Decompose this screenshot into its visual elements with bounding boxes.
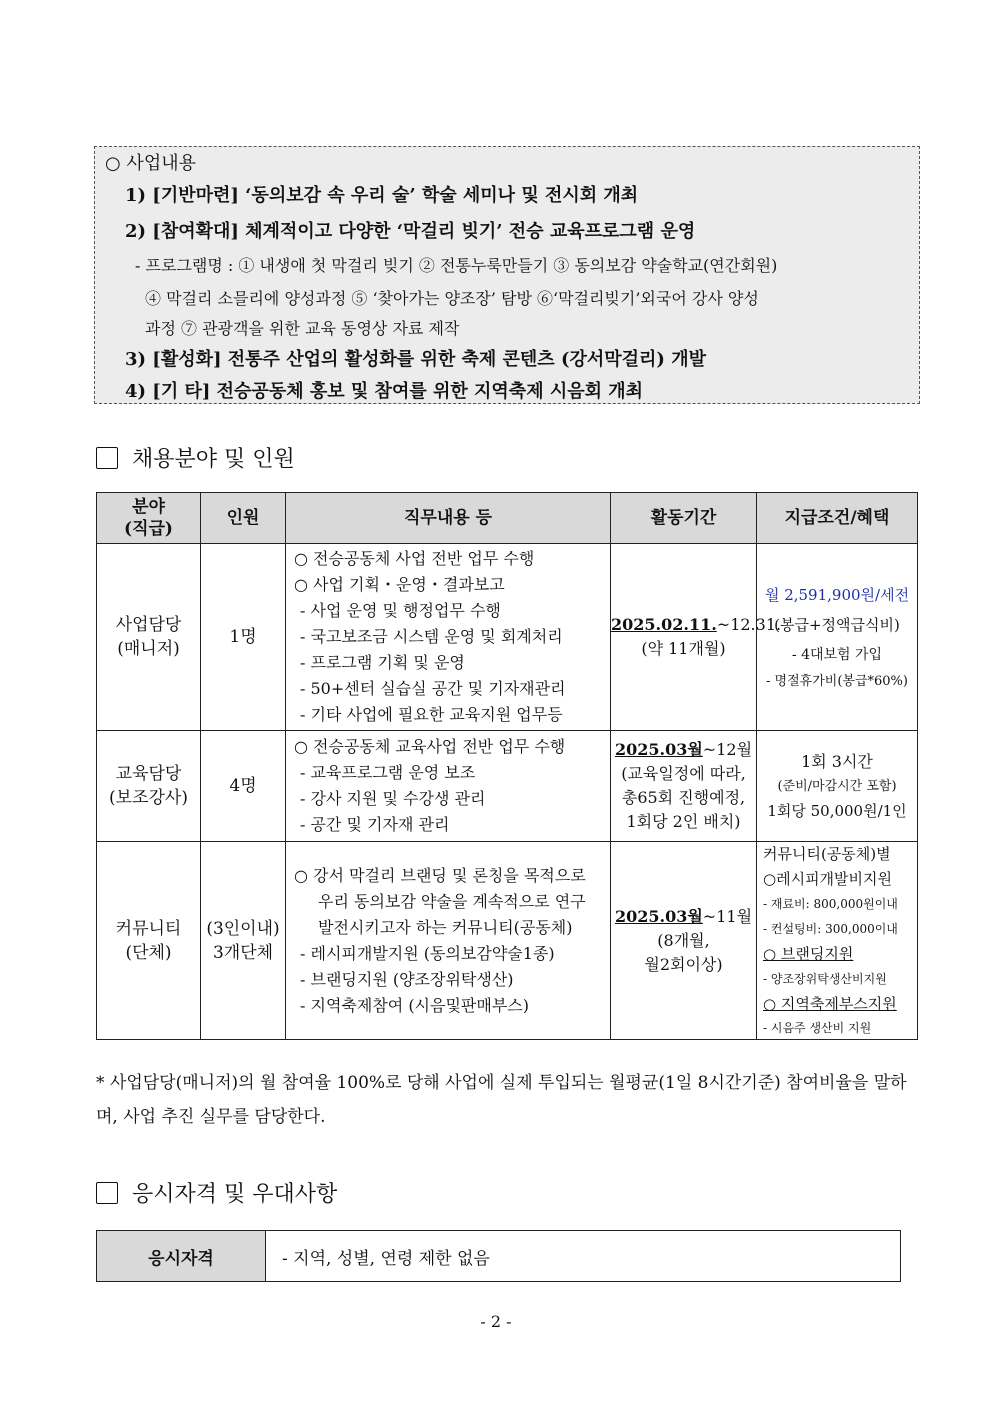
duty-item: ○ 전승공동체 사업 전반 업무 수행 [294, 549, 535, 568]
benefit-line: ○ 지역축제부스지원 [763, 995, 897, 1013]
section-qualification-header [96, 1177, 337, 1208]
duty-item: - 공간 및 기자재 관리 [300, 815, 450, 834]
benefit-line: - 컨설팅비: 300,000이내 [763, 922, 898, 936]
duty-item: - 강사 지원 및 수강생 관리 [300, 789, 486, 808]
duty-item: - 50+센터 실습실 공간 및 기자재관리 [300, 679, 566, 698]
duties-cell [286, 731, 611, 842]
count-cell: 4명 [201, 731, 286, 842]
benefit-line: ○ 브랜딩지원 [763, 945, 854, 963]
benefit-line: - 양조장위탁생산비지원 [763, 972, 887, 986]
period-start: 2025.03월 [614, 906, 703, 926]
business-title: ○ 사업내용 [105, 153, 196, 174]
period-end: ~11월 [702, 906, 753, 926]
duty-item: ○ 사업 기획・운영・결과보고 [294, 575, 505, 594]
duty-item: - 레시피개발지원 (동의보감약술1종) [300, 943, 555, 963]
period-note: (약 11개월) [641, 639, 726, 658]
manager-note: * 사업담당(매니저)의 월 참여율 100%로 당해 사업에 실제 투입되는 월평균(1일 8시간기준) 참여비율을 말하며, 사업 추진 실무를 담당한다. [96, 1073, 907, 1127]
benefit-line: ○레시피개발비지원 [763, 870, 893, 888]
table-header-row [97, 493, 918, 544]
program-line-1: - 프로그램명 : ① 내생애 첫 막걸리 빚기 ② 전통누룩만들기 ③ 동의보감 약술학교(연간회원) [135, 256, 778, 275]
benefit-line: - 명절휴가비(봉급*60%) [766, 674, 908, 689]
benefit-line: - 재료비: 800,000원이내 [763, 897, 898, 911]
duties-cell [286, 544, 611, 731]
period-note: 1회당 2인 배치) [626, 812, 741, 831]
business-item-2: 2) [참여확대] 체계적이고 다양한 ‘막걸리 빚기’ 전승 교육프로그램 운영 [125, 221, 696, 242]
period-cell [611, 731, 757, 842]
section-recruitment-header [96, 442, 295, 473]
period-note: (8개월, [657, 930, 710, 950]
field-cell: 사업담당 (매니저) [97, 544, 201, 731]
duty-item: 발전시키고자 하는 커뮤니티(공동체) [318, 917, 573, 937]
benefit-line: - 시음주 생산비 지원 [763, 1021, 872, 1035]
checkbox-square-icon [96, 447, 118, 469]
qualification-label: 응시자격 [97, 1231, 266, 1282]
business-item-4: 4) [기 타] 전승공동체 홍보 및 참여를 위한 지역축제 시음회 개최 [125, 381, 644, 402]
period-end: ~12월 [702, 740, 753, 759]
header-field: 분야 (직급) [97, 493, 201, 544]
program-line-3: 과정 ⑦ 관광객을 위한 교육 동영상 자료 제작 [145, 319, 460, 338]
period-cell [611, 544, 782, 731]
duty-item: - 프로그램 기획 및 운영 [300, 653, 465, 672]
duty-item: ○ 전승공동체 교육사업 전반 업무 수행 [294, 737, 566, 756]
program-line-2: ④ 막걸리 소믈리에 양성과정 ⑤ ‘찾아가는 양조장’ 탐방 ⑥‘막걸리빚기’외국어 강사 양성 [145, 289, 759, 308]
count-cell: 1명 [201, 544, 286, 731]
benefit-line: 1회 3시간 [801, 752, 873, 771]
period-cell [611, 842, 757, 1040]
benefit-line: - 4대보험 가입 [791, 647, 883, 663]
table-row [97, 544, 918, 731]
duty-item: - 국고보조금 시스템 운영 및 회계처리 [300, 627, 563, 646]
page-number: - 2 - [480, 1312, 512, 1331]
period-start: 2025.03월 [614, 740, 703, 759]
duty-item: 우리 동의보감 약술을 계속적으로 연구 [318, 891, 586, 911]
period-note: 월2회이상) [644, 954, 723, 974]
header-benefit: 지급조건/혜택 [757, 493, 918, 544]
duties-cell [286, 842, 611, 1040]
qualification-value: - 지역, 성별, 연령 제한 없음 [266, 1231, 901, 1282]
benefit-line: (봉급+정액급식비) [774, 616, 900, 634]
duty-item: ○ 강서 막걸리 브랜딩 및 론칭을 목적으로 [294, 865, 586, 885]
business-content-box [94, 146, 920, 404]
duty-item: - 교육프로그램 운영 보조 [300, 763, 476, 782]
duty-item: - 사업 운영 및 행정업무 수행 [300, 601, 501, 620]
header-period: 활동기간 [611, 493, 757, 544]
business-item-1: 1) [기반마련] ‘동의보감 속 우리 술’ 학술 세미나 및 전시회 개최 [125, 185, 639, 206]
benefit-cell [757, 544, 918, 731]
field-cell: 커뮤니티 (단체) [97, 842, 201, 1040]
table-row [97, 731, 918, 842]
header-duties: 직무내용 등 [286, 493, 611, 544]
period-start: 2025.02.11. [611, 615, 717, 634]
table-row [97, 1231, 901, 1282]
checkbox-square-icon [96, 1182, 118, 1204]
benefit-line: 커뮤니티(공동체)별 [763, 845, 891, 863]
salary-text: 월 2,591,900원/세전 [764, 586, 910, 604]
count-cell: (3인이내) 3개단체 [201, 842, 286, 1040]
section-qualification-title: 응시자격 및 우대사항 [132, 1182, 338, 1207]
table-row [97, 842, 918, 1040]
benefit-cell [757, 842, 918, 1040]
section-recruitment-title: 채용분야 및 인원 [132, 447, 295, 472]
duty-item: - 지역축제참여 (시음및판매부스) [300, 995, 529, 1015]
duty-item: - 기타 사업에 필요한 교육지원 업무등 [300, 705, 563, 724]
benefit-line: (준비/마감시간 포함) [777, 779, 897, 794]
recruitment-table [96, 492, 918, 1040]
period-note: 총65회 진행예정, [621, 788, 746, 807]
benefit-line: 1회당 50,000원/1인 [767, 802, 907, 820]
benefit-cell [757, 731, 918, 842]
period-note: (교육일정에 따라, [621, 764, 746, 783]
field-cell: 교육담당 (보조강사) [97, 731, 201, 842]
header-count: 인원 [201, 493, 286, 544]
business-item-3: 3) [활성화] 전통주 산업의 활성화를 위한 축제 콘텐츠 (강서막걸리) 개발 [125, 349, 706, 370]
qualification-table [96, 1230, 901, 1282]
duty-item: - 브랜딩지원 (양조장위탁생산) [300, 969, 514, 989]
period-end: ~12.31. [716, 615, 782, 634]
